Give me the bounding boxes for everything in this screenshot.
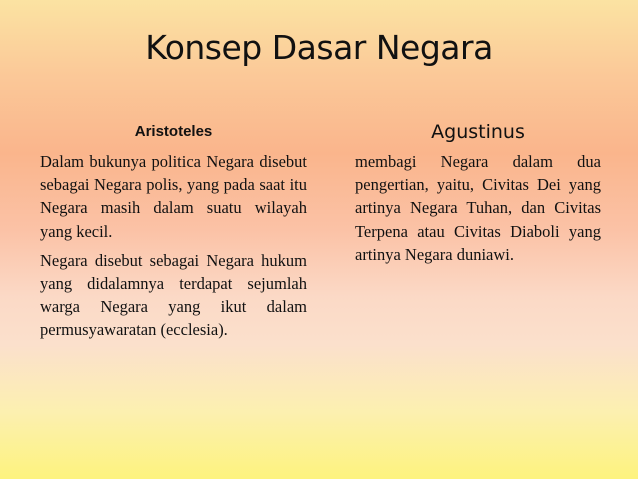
aristoteles-heading: Aristoteles xyxy=(134,123,213,140)
aristoteles-paragraph-1: Dalam bukunya politica Negara disebut sebagai Negara polis, yang pada saat itu Negara masih dalam suatu wilayah yang kecil. xyxy=(40,152,307,241)
aristoteles-column xyxy=(40,120,307,348)
agustinus-column xyxy=(355,120,601,272)
agustinus-paragraph-1: membagi Negara dalam dua pengertian, yaitu, Civitas Dei yang artinya Negara Tuhan, dan Civitas Terpena atau Civitas Diaboli yang artinya Negara duniawi. xyxy=(355,152,601,264)
slide-title: Konsep Dasar Negara xyxy=(145,28,493,67)
aristoteles-paragraph-2: Negara disebut sebagai Negara hukum yang didalamnya terdapat sejumlah warga Negara yang ikut dalam permusyawaratan (ecclesia). xyxy=(40,250,307,340)
agustinus-heading: Agustinus xyxy=(431,121,525,143)
